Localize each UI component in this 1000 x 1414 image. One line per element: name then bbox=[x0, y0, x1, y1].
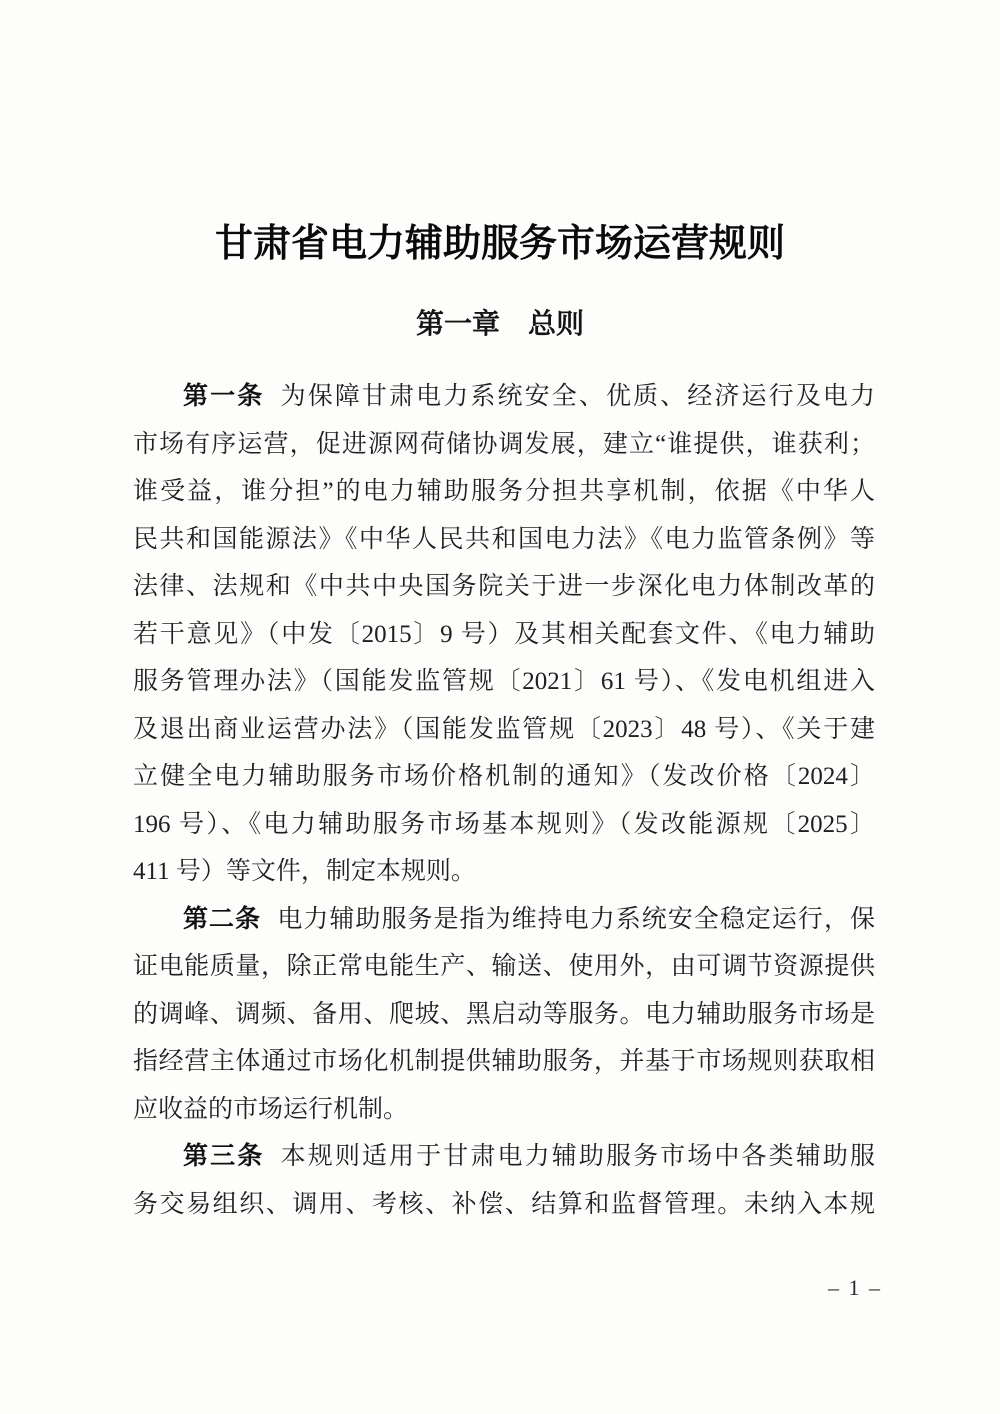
paragraph-line bbox=[133, 896, 875, 944]
paragraph-text: 电力辅助服务是指为维持电力系统安全稳定运行，保 bbox=[277, 905, 875, 933]
clause-label: 第二条 bbox=[183, 904, 262, 933]
paragraph-line: 196 号）、《电力辅助服务市场基本规则》（发改能源规〔2025〕 bbox=[133, 810, 875, 838]
paragraph-line: 证电能质量，除正常电能生产、输送、使用外，由可调节资源提供 bbox=[133, 953, 875, 980]
paragraph-line bbox=[133, 1133, 875, 1181]
paragraph-line: 411 号）等文件，制定本规则。 bbox=[133, 858, 476, 885]
document-body bbox=[133, 373, 875, 1228]
clause-label: 第一条 bbox=[183, 382, 265, 410]
paragraph-line: 民共和国能源法》《中华人民共和国电力法》《电力监管条例》等 bbox=[133, 525, 875, 553]
page-number: – 1 – bbox=[828, 1275, 882, 1300]
clause-label: 第三条 bbox=[183, 1142, 265, 1170]
paragraph-line: 立健全电力辅助服务市场价格机制的通知》（发改价格〔2024〕 bbox=[133, 763, 875, 790]
paragraph-line: 法律、法规和《中共中央国务院关于进一步深化电力体制改革的 bbox=[133, 573, 875, 600]
document-title: 甘肃省电力辅助服务市场运营规则 bbox=[214, 223, 785, 265]
paragraph-text: 本规则适用于甘肃电力辅助服务市场中各类辅助服 bbox=[280, 1143, 875, 1170]
paragraph-line: 的调峰、调频、备用、爬坡、黑启动等服务。电力辅助服务市场是 bbox=[133, 1000, 875, 1028]
paragraph-line: 应收益的市场运行机制。 bbox=[133, 1095, 409, 1123]
paragraph-line: 服务管理办法》（国能发监管规〔2021〕61 号）、《发电机组进入 bbox=[133, 668, 875, 695]
chapter-heading: 第一章 总则 bbox=[415, 308, 584, 339]
paragraph-line: 市场有序运营，促进源网荷储协调发展，建立“谁提供，谁获利； bbox=[133, 430, 875, 458]
paragraph-text: 为保障甘肃电力系统安全、优质、经济运行及电力 bbox=[280, 383, 875, 410]
paragraph-line: 指经营主体通过市场化机制提供辅助服务，并基于市场规则获取相 bbox=[133, 1048, 875, 1075]
paragraph-line: 务交易组织、调用、考核、补偿、结算和监督管理。未纳入本规 bbox=[133, 1190, 875, 1218]
paragraph-line bbox=[133, 373, 875, 421]
paragraph-line: 谁受益，谁分担”的电力辅助服务分担共享机制，依据《中华人 bbox=[133, 478, 875, 505]
paragraph-line: 若干意见》（中发〔2015〕9 号）及其相关配套文件、《电力辅助 bbox=[133, 620, 875, 648]
paragraph-line: 及退出商业运营办法》（国能发监管规〔2023〕48 号）、《关于建 bbox=[133, 715, 875, 743]
